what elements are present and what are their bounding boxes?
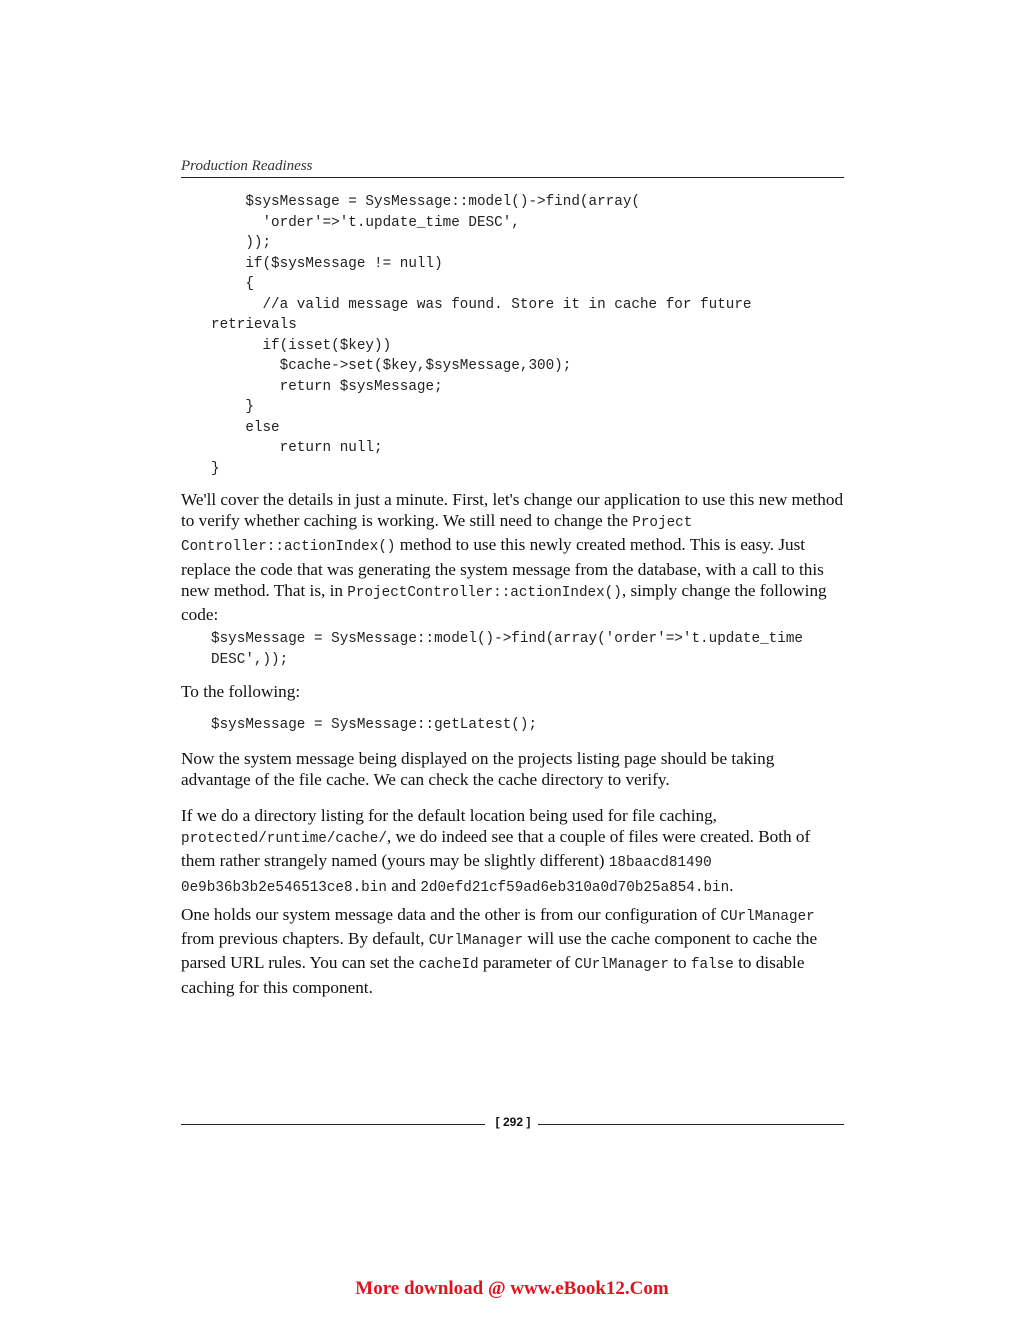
inline-code: protected/runtime/cache/ <box>181 831 387 848</box>
running-header <box>181 158 844 178</box>
code-block-get-latest-call: $sysMessage = SysMessage::getLatest(); <box>211 717 538 733</box>
text: , simply change the following code: <box>181 580 827 625</box>
text: to <box>668 953 691 973</box>
inline-code: CUrlManager <box>428 933 524 950</box>
inline-code: cacheId <box>418 957 479 974</box>
text: will use the cache component to cache the parsed URL rules. You can set the <box>181 929 818 973</box>
text: method to use this newly created method. This is easy. Just replace the code that was generating the system message from the database, with a call to this new method. That is, in <box>181 535 824 600</box>
text: from previous chapters. By default, <box>181 929 429 949</box>
paragraph-file-cache: Now the system message being displayed on the projects listing page should be taking advantage of the file cache. We can check the cache directory to verify. <box>181 749 775 790</box>
footer-rule-right <box>538 1124 844 1125</box>
inline-code: CUrlManager <box>720 909 815 925</box>
footer-rule-left <box>181 1124 485 1125</box>
code-block-get-latest: $sysMessage = SysMessage::model()->find(array( 'order'=>'t.update_time DESC', )); if($sysMessage != null) { //a valid message was found. Store it in cache for future retrievals if(isset($key)) $cache->set($key,$sysMessage,300); return $sysMessage; } else return null; } <box>211 194 752 477</box>
running-title: Production Readiness <box>181 158 313 174</box>
text: We'll cover the details in just a minute. First, let's change our application to use this new method to verify whether caching is working. We still need to change the <box>181 490 844 531</box>
paragraph-directory-listing <box>181 805 846 899</box>
inline-code: ProjectController::actionIndex() <box>347 584 622 601</box>
page-footer <box>181 1113 844 1135</box>
text: parameter of <box>478 953 575 973</box>
paragraph-cover-details <box>181 489 846 625</box>
text: and <box>386 875 421 895</box>
download-promo-link[interactable]: More download @ www.eBook12.Com <box>355 1278 669 1299</box>
inline-code: false <box>690 957 734 974</box>
text: to disable caching for this component. <box>181 953 805 997</box>
inline-code: CUrlManager <box>574 957 669 974</box>
text: , we do indeed see that a couple of files were created. Both of them rather strangely named (yours may be slightly different) <box>181 827 811 871</box>
inline-code: Project Controller::actionIndex() <box>181 515 693 556</box>
paragraph-curlmanager <box>181 904 846 998</box>
inline-code: 18baacd81490 0e9b36b3b2e546513ce8.bin <box>181 855 712 896</box>
inline-code: 2d0efd21cf59ad6eb310a0d70b25a854.bin <box>420 879 730 896</box>
text: One holds our system message data and the other is from our configuration of <box>181 905 721 924</box>
code-block-old-find: $sysMessage = SysMessage::model()->find(array('order'=>'t.update_time DESC',)); <box>211 631 803 668</box>
text: . <box>729 875 734 895</box>
page-number: [ 292 ] <box>495 1115 531 1129</box>
paragraph-to-following: To the following: <box>181 682 301 701</box>
text: If we do a directory listing for the default location being used for file caching, <box>181 806 717 825</box>
